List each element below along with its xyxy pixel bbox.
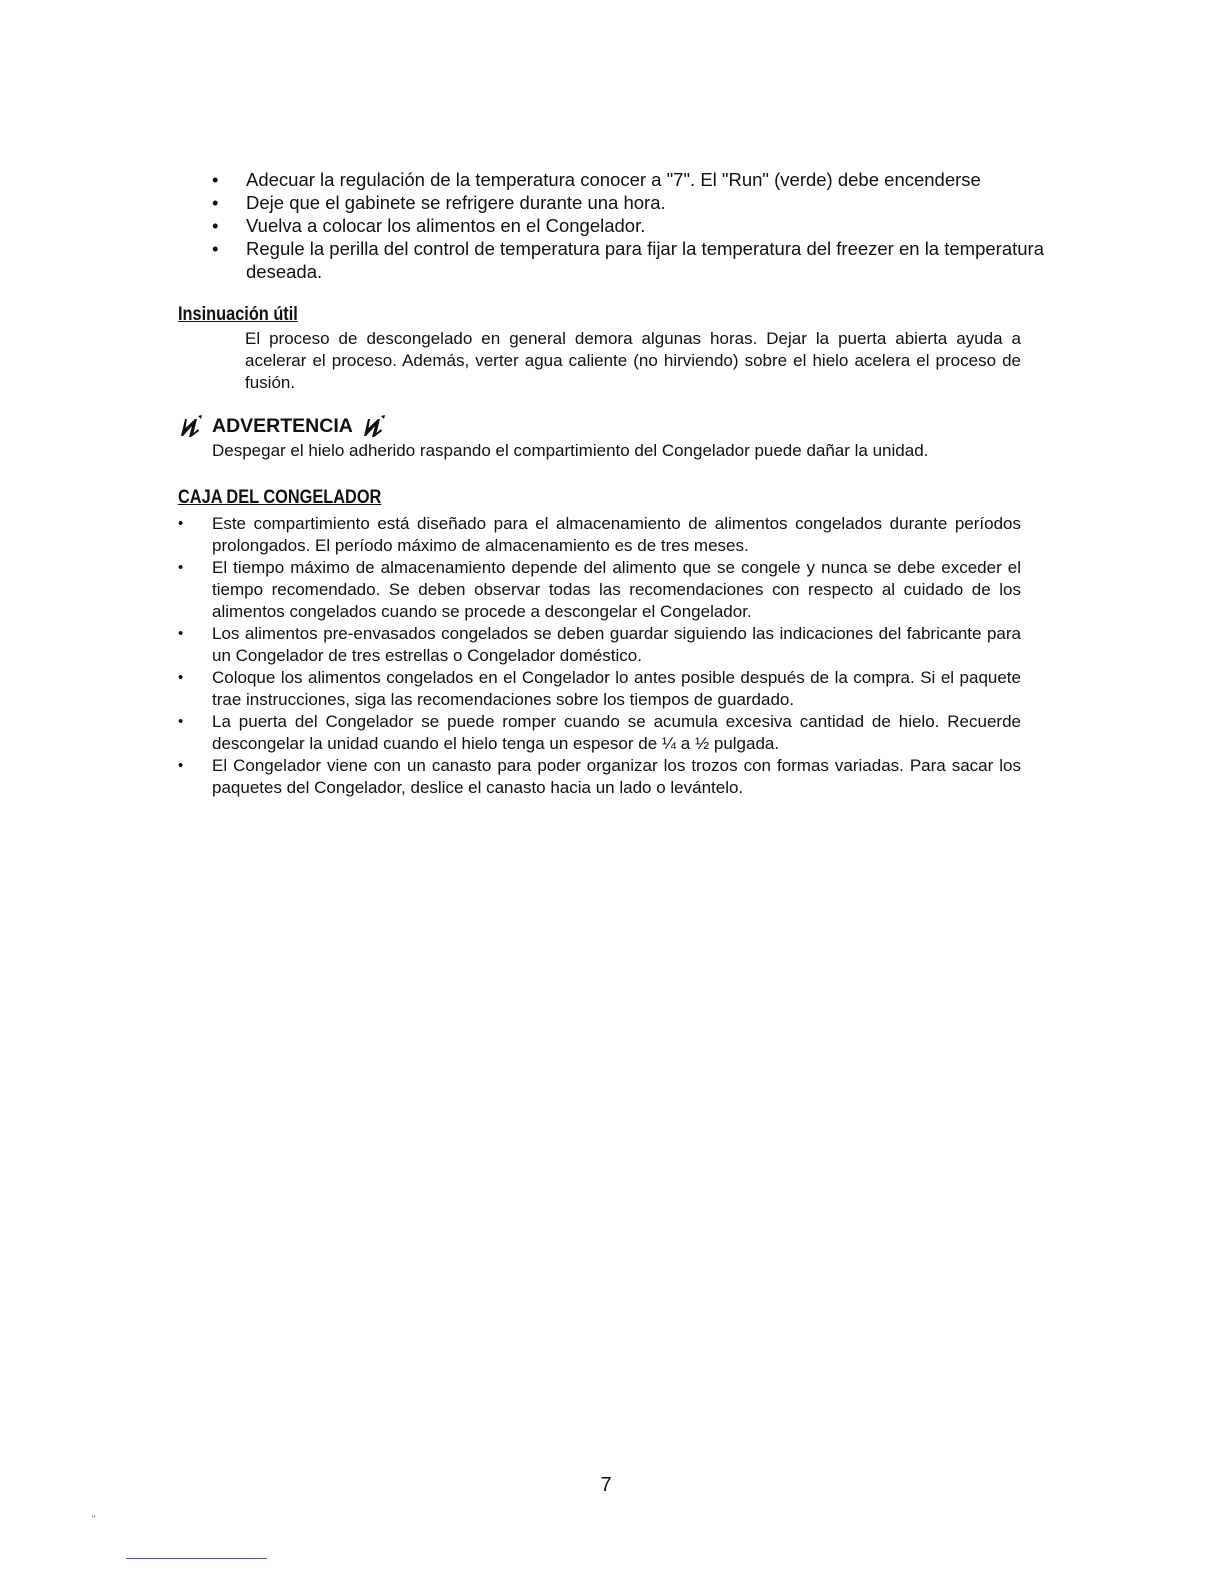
bullet: • [178,713,184,730]
list-item [178,667,1021,711]
list-item-text: Este compartimiento está diseñado para el almacenamiento de alimentos congelados durante períodos prolongados. El período máximo de almacenamiento es de tres meses. [212,514,1021,555]
hint-paragraph: El proceso de descongelado en general demora algunas horas. Dejar la puerta abierta ayuda a acelerar el proceso. Además, verter agua caliente (no hirviendo) sobre el hielo acelera el proceso de fusión. [245,329,1021,392]
list-item-text: Deje que el gabinete se refrigere durante una hora. [246,192,666,213]
warning-paragraph: Despegar el hielo adherido raspando el compartimiento del Congelador puede dañar la unidad. [212,441,929,460]
lightning-icon [361,414,387,438]
bullet: • [212,215,219,236]
lightning-icon [178,414,204,438]
bullet: • [178,515,184,532]
list-item [178,513,1021,557]
list-item-text: Vuelva a colocar los alimentos en el Congelador. [246,215,646,236]
list-item-text: Los alimentos pre-envasados congelados se deben guardar siguiendo las indicaciones del fabricante para un Congelador de tres estrellas o Congelador doméstico. [212,624,1021,665]
list-item [178,755,1021,799]
bullet: • [178,559,184,576]
list-item-text: Regule la perilla del control de temperatura para fijar la temperatura del freezer en la temperatura deseada. [246,238,1044,282]
warning-title: ADVERTENCIA [212,414,353,437]
page-number: 7 [600,1474,612,1496]
bullet: • [178,757,184,774]
bullet: • [178,625,184,642]
list-item-text: La puerta del Congelador se puede romper cuando se acumula excesiva cantidad de hielo. Recuerde descongelar la unidad cuando el hielo tenga un espesor de ¼ a ½ pulgada. [212,712,1021,753]
bullet: • [212,192,219,213]
freezer-box-list [178,513,1021,799]
list-item [178,711,1021,755]
list-item [178,557,1021,623]
list-item-text: El tiempo máximo de almacenamiento depende del alimento que se congele y nunca se debe exceder el tiempo recomendado. Se deben observar todas las recomendaciones con respecto al cuidado de los alimentos congelados cuando se procede a descongelar el Congelador. [212,558,1021,621]
list-item-text: Adecuar la regulación de la temperatura conocer a "7". El "Run" (verde) debe encenderse [246,169,981,190]
bullet: • [212,238,219,259]
list-item [212,168,1052,191]
defrost-steps-list [212,168,1052,283]
list-item [212,237,1052,283]
list-item-text: El Congelador viene con un canasto para poder organizar los trozos con formas variadas. Para sacar los paquetes del Congelador, deslice el canasto hacia un lado o levántelo. [212,756,1021,797]
list-item [178,623,1021,667]
bullet: • [178,669,184,686]
corner-mark: " [92,1514,96,1524]
list-item [212,191,1052,214]
hint-heading: Insinuación útil [178,304,298,325]
freezer-box-heading: CAJA DEL CONGELADOR [178,487,382,508]
list-item [212,214,1052,237]
bullet: • [212,169,219,190]
warning-heading [178,414,387,438]
footnote-divider [126,1558,267,1559]
list-item-text: Coloque los alimentos congelados en el Congelador lo antes posible después de la compra. Si el paquete trae instrucciones, siga las recomendaciones sobre los tiempos de guardado. [212,668,1021,709]
